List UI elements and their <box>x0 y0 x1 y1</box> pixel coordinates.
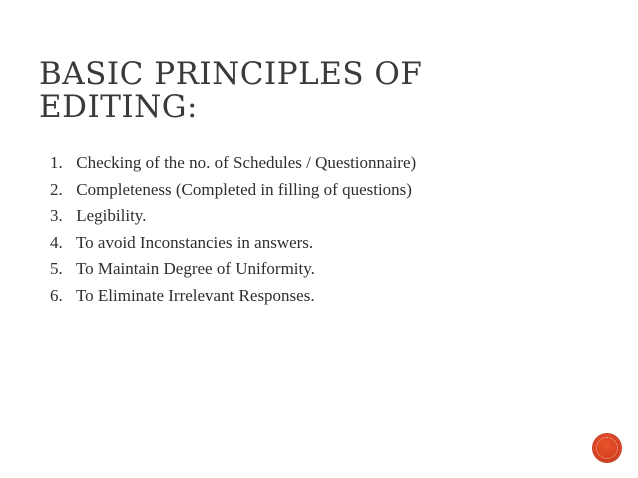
list-item-number: 2. <box>50 179 63 199</box>
list-item-text: Checking of the no. of Schedules / Questionnaire) <box>76 153 417 172</box>
list-item-number: 3. <box>50 206 63 225</box>
list-item-number: 5. <box>50 259 63 278</box>
list-item-text: To Eliminate Irrelevant Responses. <box>75 285 315 305</box>
list-item <box>50 203 416 230</box>
list-item <box>50 230 416 257</box>
list-item <box>50 283 416 310</box>
list-item-text: To Maintain Degree of Uniformity. <box>75 259 315 278</box>
slide-title-line-2: EDITING: <box>39 89 198 125</box>
list-item-text: Completeness (Completed in filling of questions) <box>76 179 412 199</box>
list-item <box>50 177 416 204</box>
list-item-number: 1. <box>50 153 63 172</box>
list-item-number: 4. <box>50 232 63 252</box>
principles-list <box>50 150 416 309</box>
list-item <box>50 150 416 177</box>
list-item <box>50 256 416 283</box>
slide-nav-circle-icon[interactable] <box>593 434 621 462</box>
list-item-text: To avoid Inconstancies in answers. <box>75 232 314 252</box>
list-item-number: 6. <box>50 285 63 305</box>
slide-title <box>39 58 599 124</box>
slide-title-line-1: BASIC PRINCIPLES OF <box>39 56 423 92</box>
list-item-text: Legibility. <box>76 206 147 225</box>
